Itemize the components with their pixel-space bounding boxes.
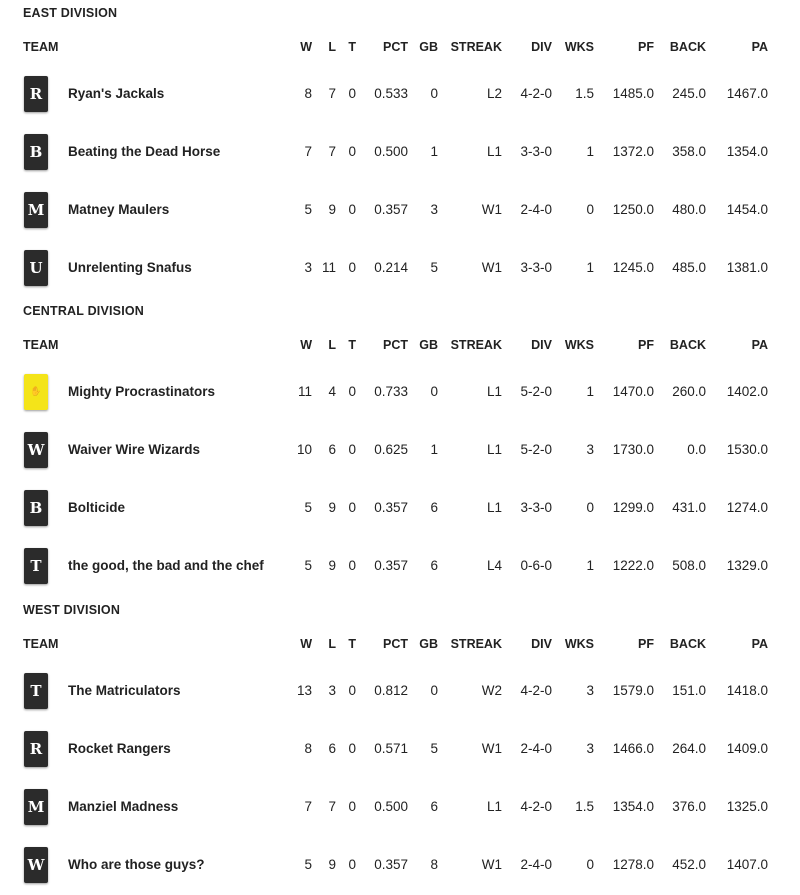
- stat-pf: 1245.0: [612, 260, 654, 275]
- stat-wks: 1.5: [575, 799, 594, 814]
- stat-streak: W1: [481, 741, 502, 756]
- col-t[interactable]: T: [348, 637, 356, 651]
- col-w[interactable]: W: [300, 40, 312, 54]
- table-row: [0, 66, 800, 124]
- stat-streak: L1: [486, 500, 502, 515]
- stat-pa: 1418.0: [726, 683, 768, 698]
- stat-pct: 0.357: [374, 857, 408, 872]
- col-l[interactable]: L: [328, 40, 336, 54]
- stat-div: 5-2-0: [520, 384, 552, 399]
- col-pa[interactable]: PA: [751, 637, 768, 651]
- table-header: [0, 338, 800, 358]
- stat-pa: 1409.0: [726, 741, 768, 756]
- table-row: [0, 663, 800, 721]
- col-pa[interactable]: PA: [751, 338, 768, 352]
- stat-t: 0: [348, 500, 356, 515]
- division-title: EAST DIVISION: [23, 6, 118, 20]
- stat-back: 376.0: [672, 799, 706, 814]
- stat-t: 0: [348, 202, 356, 217]
- stat-l: 3: [328, 683, 336, 698]
- stat-pa: 1407.0: [726, 857, 768, 872]
- col-w[interactable]: W: [300, 338, 312, 352]
- table-row: [0, 480, 800, 538]
- stat-l: 11: [322, 260, 337, 275]
- table-row: [0, 182, 800, 240]
- stat-t: 0: [348, 260, 356, 275]
- col-streak[interactable]: STREAK: [450, 637, 502, 651]
- stat-gb: 5: [430, 260, 438, 275]
- stat-pf: 1466.0: [612, 741, 654, 756]
- table-row: [0, 779, 800, 837]
- division-title: WEST DIVISION: [23, 603, 121, 617]
- col-div[interactable]: DIV: [531, 40, 552, 54]
- col-pct[interactable]: PCT: [383, 637, 408, 651]
- stat-streak: L1: [486, 144, 502, 159]
- stat-wks: 1: [586, 260, 594, 275]
- stat-pct: 0.733: [374, 384, 408, 399]
- team-name-link[interactable]: Waiver Wire Wizards: [68, 442, 201, 457]
- stat-pf: 1485.0: [612, 86, 654, 101]
- col-t[interactable]: T: [348, 338, 356, 352]
- stat-pa: 1402.0: [726, 384, 768, 399]
- col-w[interactable]: W: [300, 637, 312, 651]
- col-streak[interactable]: STREAK: [450, 338, 502, 352]
- team-logo-icon[interactable]: W: [24, 847, 48, 883]
- col-gb[interactable]: GB: [419, 40, 438, 54]
- stat-l: 7: [328, 144, 336, 159]
- team-name-link[interactable]: Bolticide: [68, 500, 126, 515]
- team-name-link[interactable]: Mighty Procrastinators: [68, 384, 216, 399]
- team-name-link[interactable]: The Matriculators: [68, 683, 181, 698]
- stat-l: 9: [328, 857, 336, 872]
- stat-w: 3: [304, 260, 312, 275]
- stat-gb: 3: [430, 202, 438, 217]
- col-div[interactable]: DIV: [531, 338, 552, 352]
- stat-back: 151.0: [672, 683, 706, 698]
- stat-pct: 0.571: [374, 741, 408, 756]
- stat-pct: 0.500: [374, 799, 408, 814]
- table-row: [0, 240, 800, 298]
- stat-pct: 0.625: [374, 442, 408, 457]
- stat-pf: 1730.0: [612, 442, 654, 457]
- col-back[interactable]: BACK: [669, 637, 706, 651]
- table-row: [0, 538, 800, 596]
- stat-gb: 5: [430, 741, 438, 756]
- stat-l: 7: [328, 799, 336, 814]
- stat-streak: W2: [481, 683, 502, 698]
- stat-w: 10: [296, 442, 312, 457]
- stat-wks: 3: [586, 683, 594, 698]
- team-name-link[interactable]: Unrelenting Snafus: [68, 260, 192, 275]
- stat-gb: 6: [430, 799, 438, 814]
- stat-l: 9: [328, 500, 336, 515]
- team-logo-icon[interactable]: B: [24, 490, 48, 526]
- col-wks[interactable]: WKS: [564, 637, 594, 651]
- stat-l: 6: [328, 442, 336, 457]
- team-logo-icon[interactable]: T: [24, 548, 48, 584]
- col-team[interactable]: TEAM: [23, 637, 59, 651]
- team-logo-icon[interactable]: R: [24, 76, 48, 112]
- stat-div: 2-4-0: [520, 741, 552, 756]
- stat-pct: 0.500: [374, 144, 408, 159]
- stat-div: 2-4-0: [520, 202, 552, 217]
- stat-div: 3-3-0: [520, 144, 552, 159]
- stat-pa: 1329.0: [726, 558, 768, 573]
- table-row: [0, 364, 800, 422]
- team-name-link[interactable]: Manziel Madness: [68, 799, 179, 814]
- stat-back: 485.0: [672, 260, 706, 275]
- stat-w: 5: [304, 857, 312, 872]
- col-back[interactable]: BACK: [669, 338, 706, 352]
- stat-div: 3-3-0: [520, 260, 552, 275]
- stat-back: 245.0: [672, 86, 706, 101]
- table-header: [0, 40, 800, 60]
- stat-div: 5-2-0: [520, 442, 552, 457]
- stat-wks: 1.5: [575, 86, 594, 101]
- stat-w: 7: [304, 144, 312, 159]
- stat-pf: 1470.0: [612, 384, 654, 399]
- stat-div: 4-2-0: [520, 683, 552, 698]
- team-name-link[interactable]: Rocket Rangers: [68, 741, 171, 756]
- stat-wks: 3: [586, 442, 594, 457]
- stat-wks: 0: [586, 857, 594, 872]
- team-logo-icon[interactable]: T: [24, 673, 48, 709]
- team-name-link[interactable]: Matney Maulers: [68, 202, 170, 217]
- table-row: [0, 721, 800, 779]
- stat-gb: 1: [430, 442, 438, 457]
- col-div[interactable]: DIV: [531, 637, 552, 651]
- col-pf[interactable]: PF: [638, 637, 654, 651]
- col-pct[interactable]: PCT: [383, 40, 408, 54]
- stat-gb: 6: [430, 500, 438, 515]
- stat-gb: 0: [430, 683, 438, 698]
- stat-streak: L2: [486, 86, 502, 101]
- col-t[interactable]: T: [348, 40, 356, 54]
- stat-div: 4-2-0: [520, 86, 552, 101]
- col-wks[interactable]: WKS: [564, 338, 594, 352]
- stat-div: 3-3-0: [520, 500, 552, 515]
- stat-back: 358.0: [672, 144, 706, 159]
- stat-pf: 1278.0: [612, 857, 654, 872]
- stat-pct: 0.357: [374, 500, 408, 515]
- stat-l: 9: [328, 558, 336, 573]
- stat-l: 6: [328, 741, 336, 756]
- col-gb[interactable]: GB: [419, 338, 438, 352]
- stat-gb: 8: [430, 857, 438, 872]
- stat-wks: 1: [586, 144, 594, 159]
- team-logo-icon[interactable]: U: [24, 250, 48, 286]
- stat-w: 11: [297, 384, 312, 399]
- stat-l: 4: [328, 384, 336, 399]
- team-name-link[interactable]: the good, the bad and the chef: [68, 558, 264, 573]
- stat-w: 8: [304, 741, 312, 756]
- stat-wks: 0: [586, 500, 594, 515]
- stat-l: 7: [328, 86, 336, 101]
- team-name-link[interactable]: Beating the Dead Horse: [68, 144, 221, 159]
- stat-back: 0.0: [687, 442, 706, 457]
- stat-w: 5: [304, 500, 312, 515]
- stat-pct: 0.214: [374, 260, 408, 275]
- col-l[interactable]: L: [328, 637, 336, 651]
- col-wks[interactable]: WKS: [564, 40, 594, 54]
- stat-streak: W1: [481, 260, 502, 275]
- stat-w: 5: [304, 202, 312, 217]
- col-l[interactable]: L: [328, 338, 336, 352]
- stat-gb: 1: [430, 144, 438, 159]
- stat-back: 264.0: [672, 741, 706, 756]
- team-logo-icon[interactable]: ✋: [24, 374, 48, 410]
- stat-streak: L4: [486, 558, 502, 573]
- col-pct[interactable]: PCT: [383, 338, 408, 352]
- stat-pct: 0.812: [374, 683, 408, 698]
- stat-streak: L1: [486, 799, 502, 814]
- stat-t: 0: [348, 144, 356, 159]
- team-logo-icon[interactable]: M: [24, 789, 48, 825]
- col-back[interactable]: BACK: [669, 40, 706, 54]
- team-logo-icon[interactable]: B: [24, 134, 48, 170]
- stat-pct: 0.357: [374, 558, 408, 573]
- stat-wks: 1: [586, 558, 594, 573]
- stat-w: 5: [304, 558, 312, 573]
- team-name-link[interactable]: Ryan's Jackals: [68, 86, 165, 101]
- stat-pa: 1467.0: [726, 86, 768, 101]
- stat-w: 8: [304, 86, 312, 101]
- col-pf[interactable]: PF: [638, 40, 654, 54]
- stat-wks: 3: [586, 741, 594, 756]
- stat-back: 508.0: [672, 558, 706, 573]
- stat-t: 0: [348, 442, 356, 457]
- stat-gb: 6: [430, 558, 438, 573]
- table-row: [0, 422, 800, 480]
- col-pf[interactable]: PF: [638, 338, 654, 352]
- stat-t: 0: [348, 857, 356, 872]
- stat-div: 2-4-0: [520, 857, 552, 872]
- stat-div: 0-6-0: [520, 558, 552, 573]
- stat-streak: L1: [486, 442, 502, 457]
- stat-back: 431.0: [672, 500, 706, 515]
- stat-pa: 1325.0: [726, 799, 768, 814]
- stat-streak: W1: [481, 202, 502, 217]
- table-row: [0, 124, 800, 182]
- stat-w: 7: [304, 799, 312, 814]
- stat-pa: 1530.0: [726, 442, 768, 457]
- stat-w: 13: [296, 683, 312, 698]
- team-logo-icon[interactable]: M: [24, 192, 48, 228]
- stat-t: 0: [348, 384, 356, 399]
- team-logo-icon[interactable]: R: [24, 731, 48, 767]
- stat-wks: 1: [586, 384, 594, 399]
- stat-pf: 1354.0: [612, 799, 654, 814]
- stat-pa: 1354.0: [726, 144, 768, 159]
- table-header: [0, 637, 800, 657]
- stat-back: 452.0: [672, 857, 706, 872]
- stat-l: 9: [328, 202, 336, 217]
- stat-gb: 0: [430, 86, 438, 101]
- stat-t: 0: [348, 558, 356, 573]
- stat-pa: 1381.0: [726, 260, 768, 275]
- col-team[interactable]: TEAM: [23, 40, 59, 54]
- stat-back: 480.0: [672, 202, 706, 217]
- stat-pf: 1222.0: [612, 558, 654, 573]
- stat-pa: 1274.0: [726, 500, 768, 515]
- stat-streak: L1: [486, 384, 502, 399]
- stat-pf: 1579.0: [612, 683, 654, 698]
- stat-back: 260.0: [672, 384, 706, 399]
- col-team[interactable]: TEAM: [23, 338, 59, 352]
- stat-pa: 1454.0: [726, 202, 768, 217]
- team-name-link[interactable]: Who are those guys?: [68, 857, 205, 872]
- table-row: [0, 837, 800, 895]
- stat-t: 0: [348, 683, 356, 698]
- stat-streak: W1: [481, 857, 502, 872]
- col-pa[interactable]: PA: [751, 40, 768, 54]
- division-title: CENTRAL DIVISION: [23, 304, 145, 318]
- stat-pf: 1299.0: [612, 500, 654, 515]
- team-logo-icon[interactable]: W: [24, 432, 48, 468]
- stat-pct: 0.533: [374, 86, 408, 101]
- stat-t: 0: [348, 86, 356, 101]
- stat-pf: 1250.0: [612, 202, 654, 217]
- stat-gb: 0: [430, 384, 438, 399]
- col-streak[interactable]: STREAK: [450, 40, 502, 54]
- col-gb[interactable]: GB: [419, 637, 438, 651]
- stat-pf: 1372.0: [612, 144, 654, 159]
- stat-t: 0: [348, 799, 356, 814]
- stat-pct: 0.357: [374, 202, 408, 217]
- stat-div: 4-2-0: [520, 799, 552, 814]
- stat-wks: 0: [586, 202, 594, 217]
- stat-t: 0: [348, 741, 356, 756]
